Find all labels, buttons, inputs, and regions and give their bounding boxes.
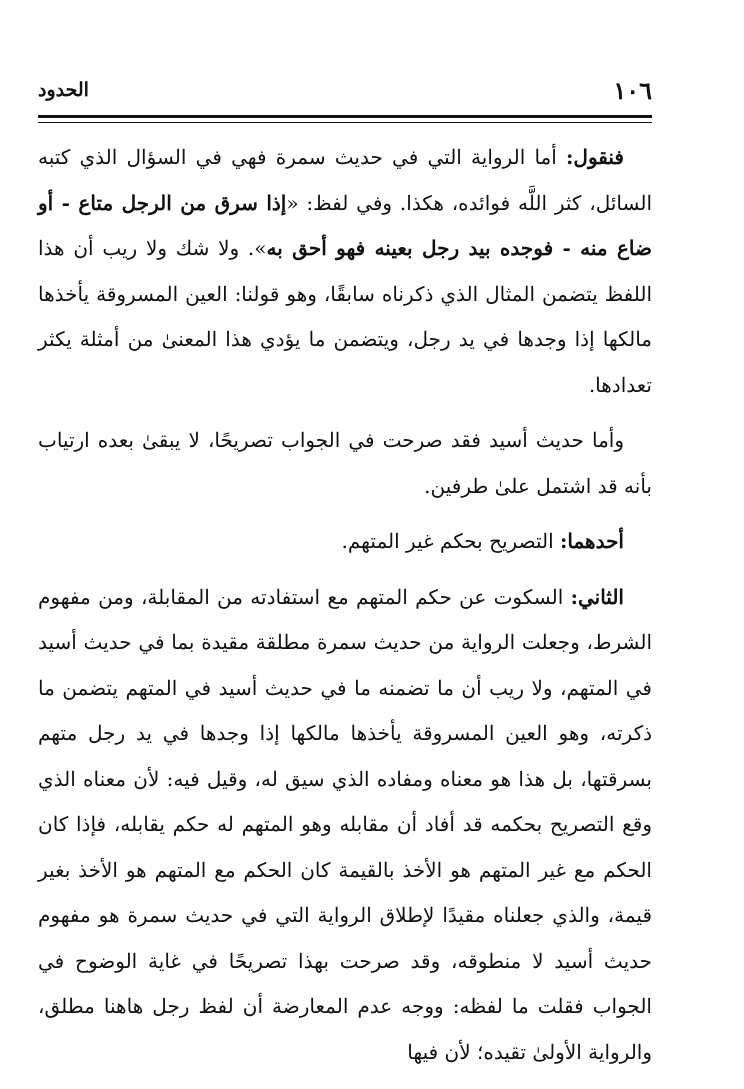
hadith-quote: إذا سرق من الرجل متاع - أو ضاع منه - فوجده بيد رجل بعينه فهو أحق به (38, 190, 652, 260)
page-header (38, 70, 652, 110)
running-title: الحدود (38, 79, 89, 101)
main-text (38, 135, 652, 1085)
paragraph-4 (38, 575, 652, 1076)
paragraph-text: السكوت عن حكم المتهم مع استفادته من المقابلة، ومن مفهوم الشرط، وجعلت الرواية من حديث سمرة مطلقة مقيدة بما في حديث أسيد في المتهم، ولا ريب أن ما تضمنه ما في حديث أسيد في المتهم يتضمن ما ذكرته، وهو العين المسروقة يأخذها مالكها إذا وجدها في يد رجل متهم بسرقتها، بل هذا هو معناه ومفاده الذي سيق له، وقيل فيه: لأن معناه الذي وقع التصريح بحكمه قد أفاد أن مقابله وهو المتهم له حكم يقابله، فإذا كان الحكم مع غير المتهم هو الأخذ بالقيمة كان الحكم مع المتهم هو الأخذ بغير قيمة، والذي جعلناه مقيدًا لإطلاق الرواية التي في حديث سمرة هو مفهوم حديث أسيد لا منطوقه، وقد صرحت بهذا تصريحًا في غاية الوضوح في الجواب فقلت ما لفظه: ووجه عدم المعارضة أن لفظ رجل هاهنا مطلق، والرواية الأولىٰ تقيده؛ لأن فيها (38, 584, 653, 1064)
paragraph-lead: أحدهما: (559, 529, 624, 553)
paragraph-lead: فنقول: (566, 145, 624, 169)
paragraph-3 (38, 519, 652, 565)
header-rule-thin (38, 122, 652, 123)
paragraph-lead: الثاني: (570, 584, 624, 609)
paragraph-2 (38, 418, 652, 509)
paragraph-1 (38, 135, 652, 408)
header-rule-thick (38, 115, 652, 118)
paragraph-text: وأما حديث أسيد فقد صرحت في الجواب تصريحًا، لا يبقىٰ بعده ارتياب بأنه قد اشتمل علىٰ طرفين. (38, 428, 652, 498)
paragraph-text: أما الرواية التي في حديث سمرة فهي في السؤال الذي كتبه السائل، كثر اللَّه فوائده، هكذا. وفي لفظ: « (38, 145, 653, 215)
paragraph-text: التصريح بحكم غير المتهم. (341, 529, 560, 553)
page-number: ١٠٦ (613, 75, 652, 105)
paragraph-text: ». ولا شك ولا ريب أن هذا اللفظ يتضمن المثال الذي ذكرناه سابقًا، وهو قولنا: العين المسروقة يأخذها مالكها إذا وجدها في يد رجل، ويتضمن ما يؤدي هذا المعنىٰ من أمثلة يكثر تعدادها. (38, 236, 653, 397)
